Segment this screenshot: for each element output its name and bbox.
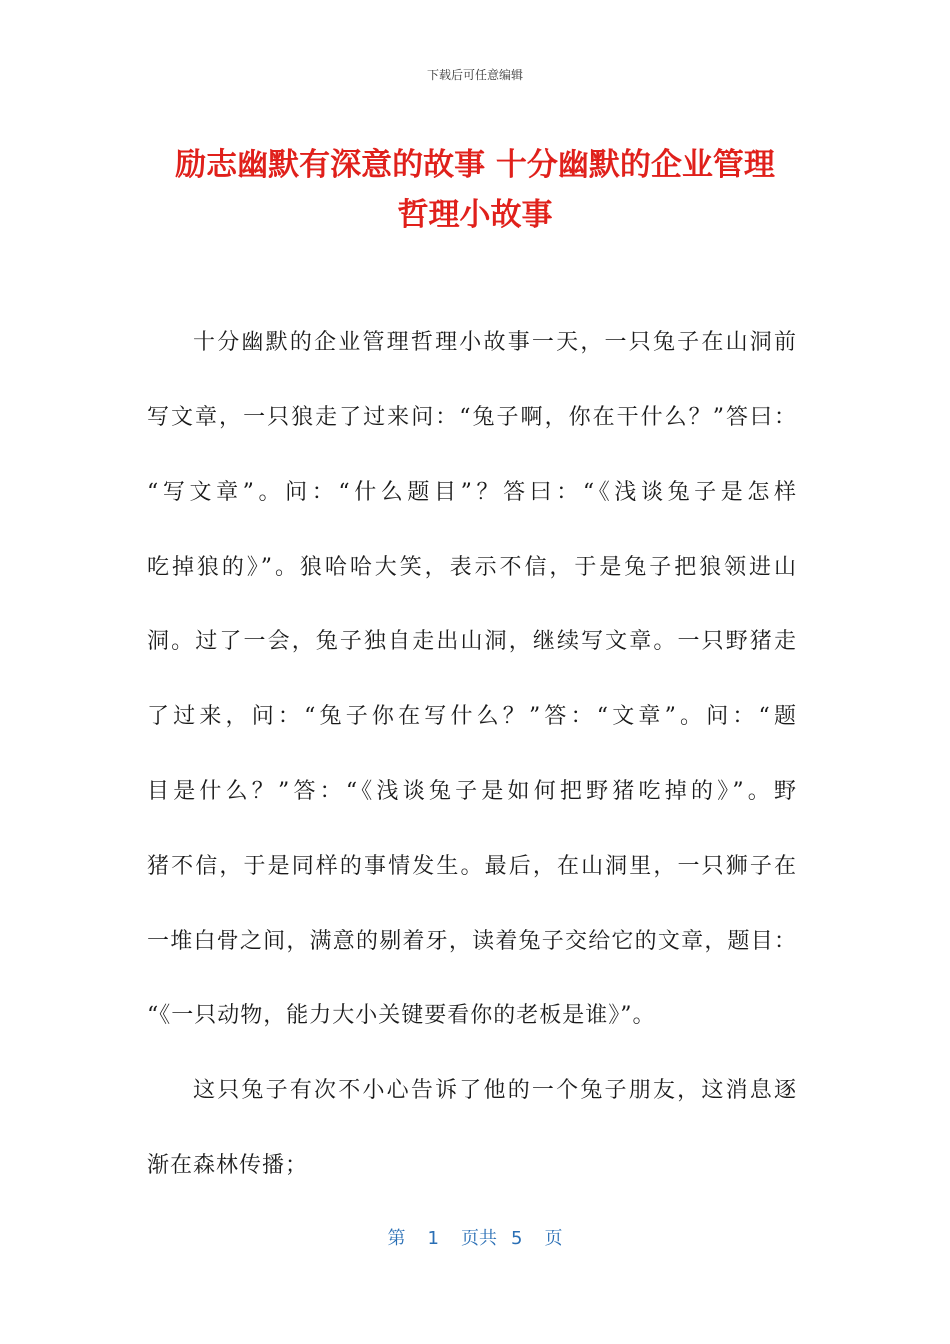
paragraph-line: 写文章，一只狼走了过来问：“兔子啊，你在干什么？”答曰： bbox=[147, 405, 797, 430]
footer-prefix: 第 bbox=[387, 1228, 406, 1249]
page-footer bbox=[0, 1224, 950, 1250]
paragraph-line: 一堆白骨之间，满意的剔着牙，读着兔子交给它的文章，题目： bbox=[147, 929, 797, 954]
footer-total-pages: 5 bbox=[511, 1228, 523, 1249]
paragraph-line: 渐在森林传播； bbox=[147, 1153, 309, 1178]
paragraph-line: “《一只动物，能力大小关键要看你的老板是谁》”。 bbox=[147, 1003, 656, 1028]
paragraph-line: “写文章”。问：“什么题目”？答曰：“《浅谈兔子是怎样 bbox=[147, 480, 797, 505]
paragraph-line: 吃掉狼的》”。狼哈哈大笑，表示不信，于是兔子把狼领进山 bbox=[147, 555, 797, 580]
header-note: 下载后可任意编辑 bbox=[426, 68, 523, 82]
paragraph-line: 猪不信，于是同样的事情发生。最后，在山洞里，一只狮子在 bbox=[147, 854, 797, 879]
paragraph-line: 洞。过了一会，兔子独自走出山洞，继续写文章。一只野猪走 bbox=[147, 629, 797, 654]
footer-suffix: 页 bbox=[544, 1228, 563, 1249]
footer-middle: 页共 bbox=[461, 1228, 497, 1249]
paragraph-line: 目是什么？”答：“《浅谈兔子是如何把野猪吃掉的》”。野 bbox=[147, 779, 797, 804]
footer-page-number: 1 bbox=[427, 1228, 439, 1249]
paragraph-line: 十分幽默的企业管理哲理小故事一天，一只兔子在山洞前 bbox=[193, 330, 797, 355]
paragraph-line: 了过来，问：“兔子你在写什么？”答：“文章”。问：“题 bbox=[147, 704, 797, 729]
title-line-1: 励志幽默有深意的故事 十分幽默的企业管理 bbox=[175, 147, 775, 183]
document-title bbox=[120, 140, 830, 240]
paragraph-line: 这只兔子有次不小心告诉了他的一个兔子朋友，这消息逐 bbox=[193, 1078, 797, 1103]
title-line-2: 哲理小故事 bbox=[397, 197, 553, 233]
